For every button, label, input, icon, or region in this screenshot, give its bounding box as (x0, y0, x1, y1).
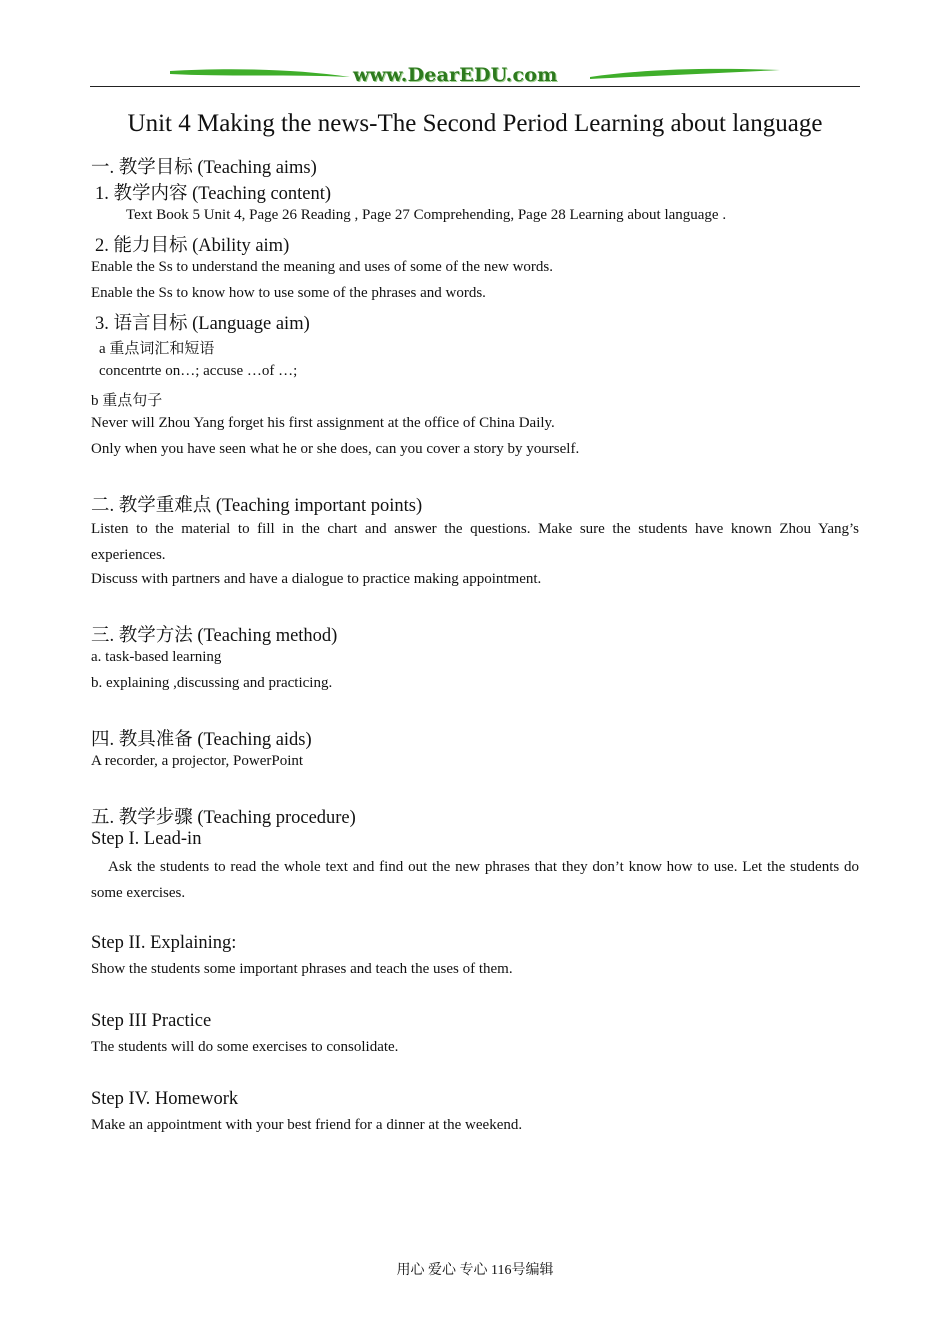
language-b-line-1: Never will Zhou Yang forget his first assignment at the office of China Daily. (91, 415, 555, 431)
points-line-2: Discuss with partners and have a dialogue to practice making appointment. (91, 571, 542, 587)
section-heading-aims: 一. 教学目标 (Teaching aims) (91, 158, 317, 178)
page-header (90, 62, 860, 90)
method-b: b. explaining ,discussing and practicing. (91, 675, 333, 691)
section-heading-points: 二. 教学重难点 (Teaching important points) (91, 496, 423, 516)
aids-text: A recorder, a projector, PowerPoint (91, 753, 304, 769)
points-text: Listen to the material to fill in the chart and answer the questions. Make sure the students have known Zhou Yang’s experiences. (91, 521, 859, 563)
step4-text: Make an appointment with your best friend for a dinner at the weekend. (91, 1117, 523, 1133)
section-heading-method: 三. 教学方法 (Teaching method) (91, 626, 338, 646)
language-b-label: b 重点句子 (91, 393, 163, 409)
step1-text: Ask the students to read the whole text and find out the new phrases that they don’t know how to use. Let the students do some exercises. (91, 859, 859, 901)
step2-heading: Step II. Explaining: (91, 933, 237, 953)
site-logo[interactable]: www.DearEDU.com (353, 64, 558, 86)
section-heading-procedure: 五. 教学步骤 (Teaching procedure) (91, 808, 356, 828)
step2-text: Show the students some important phrases and teach the uses of them. (91, 961, 513, 977)
subheading-ability: 2. 能力目标 (Ability aim) (95, 236, 290, 256)
language-a-text: concentrte on…; accuse …of …; (99, 363, 298, 379)
language-a-label: a 重点词汇和短语 (99, 341, 215, 357)
ability-line-1: Enable the Ss to understand the meaning and uses of some of the new words. (91, 259, 553, 275)
header-divider (90, 86, 860, 87)
subheading-language: 3. 语言目标 (Language aim) (95, 314, 310, 334)
step1-heading: Step I. Lead-in (91, 829, 202, 849)
document-title: Unit 4 Making the news-The Second Period Learning about language (127, 110, 823, 137)
step4-heading: Step IV. Homework (91, 1089, 239, 1109)
green-swoosh-left (170, 68, 350, 80)
ability-line-2: Enable the Ss to know how to use some of the phrases and words. (91, 285, 486, 301)
language-b-line-2: Only when you have seen what he or she does, can you cover a story by yourself. (91, 441, 580, 457)
page-footer: 用心 爱心 专心 116号编辑 (396, 1263, 554, 1278)
content-text: Text Book 5 Unit 4, Page 26 Reading , Page 27 Comprehending, Page 28 Learning about language . (126, 207, 727, 223)
green-swoosh-right (590, 68, 780, 80)
subheading-content: 1. 教学内容 (Teaching content) (95, 184, 332, 204)
section-heading-aids: 四. 教具准备 (Teaching aids) (91, 730, 312, 750)
step3-heading: Step III Practice (91, 1011, 212, 1031)
step3-text: The students will do some exercises to consolidate. (91, 1039, 399, 1055)
method-a: a. task-based learning (91, 649, 222, 665)
